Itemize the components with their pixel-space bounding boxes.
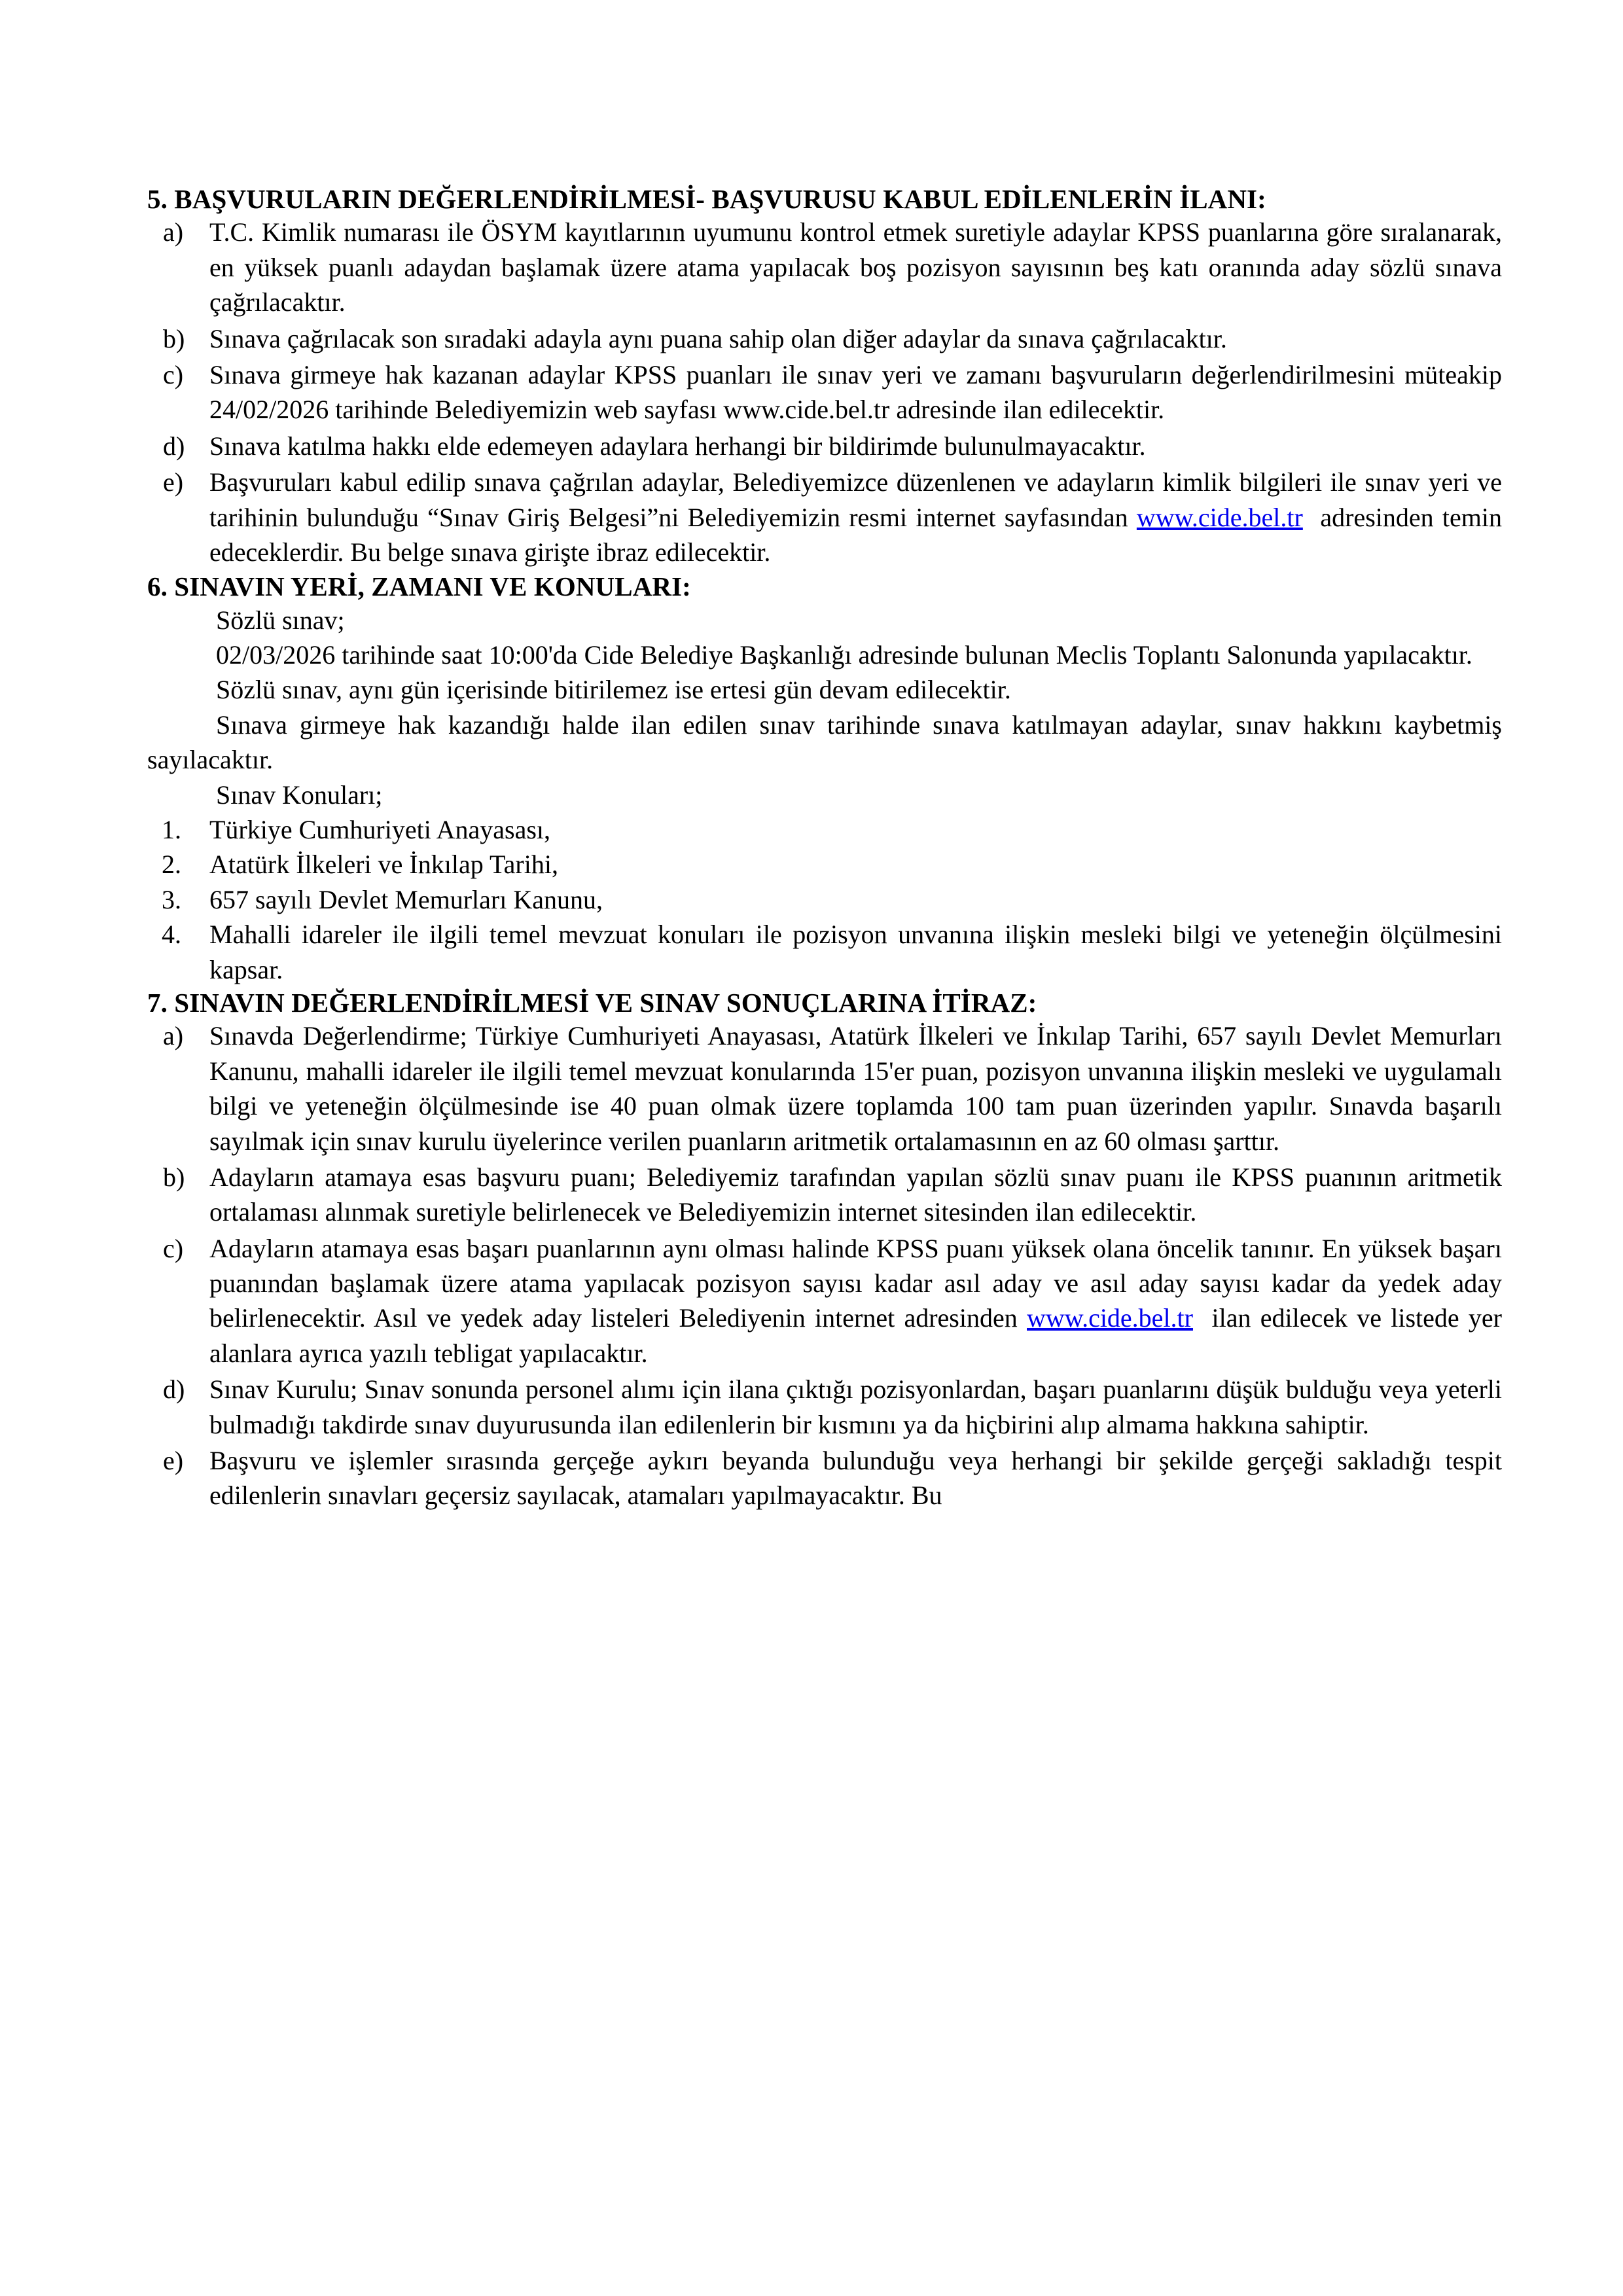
list-item-text: Başvuru ve işlemler sırasında gerçeğe aykırı beyanda bulunduğu veya herhangi bir şekilde gerçeği sakladığı tespit edilenlerin sınavları geçersiz sayılacak, atamaları yapılmayacaktır. Bu bbox=[209, 1446, 1502, 1511]
list-item-text: 657 sayılı Devlet Memurları Kanunu, bbox=[209, 884, 603, 914]
list-marker: a) bbox=[163, 217, 184, 247]
list-item-text: Sınav Kurulu; Sınav sonunda personel alımı için ilana çıktığı pozisyonlardan, başarı puanlarını düşük bulduğu veya yeterli bulmadığı takdirde sınav duyurusunda ilan edilenlerin bir kısmını ya da hiçbirini alıp almama hakkına sahiptir. bbox=[209, 1374, 1502, 1439]
list-item-text-after-link: ilan edilecek ve listede yer alanlara ayrıca yazılı tebligat yapılacaktır. bbox=[209, 1303, 1503, 1368]
list-item bbox=[147, 429, 1502, 463]
list-item-text: Sınava girmeye hak kazanan adaylar KPSS puanları ile sınav yeri ve zamanı başvuruların değerlendirilmesini müteakip 24/02/2026 tarihinde Belediyemizin web sayfası www.cide.bel.tr adresinde ilan edilecektir. bbox=[209, 359, 1502, 425]
list-item-text-before-link: Başvuruları kabul edilip sınava çağrılan adaylar, Belediyemizce düzenlenen ve adayların kimlik bilgileri ile sınav yeri ve tarihinin bulunduğu “Sınav Giriş Belgesi”ni Belediyemizin resmi internet sayfasından bbox=[209, 467, 1502, 532]
list-item-text: Türkiye Cumhuriyeti Anayasası, bbox=[209, 815, 551, 844]
list-item-text: Sınavda Değerlendirme; Türkiye Cumhuriyeti Anayasası, Atatürk İlkeleri ve İnkılap Tarihi, 657 sayılı Devlet Memurları Kanunu, mahalli idareler ile ilgili temel mevzuat konularında 15'er puan, pozisyon unvanına ilişkin mesleki ve uygulamalı bilgi ve yeteneğin ölçülmesinde ise 40 puan olmak üzere toplamda 100 tam puan üzerinden yapılır. Sınavda başarılı sayılmak için sınav kurulu üyelerince verilen puanların aritmetik ortalamasının en az 60 olması şarttır. bbox=[209, 1021, 1502, 1156]
list-item-text: Sınava çağrılacak son sıradaki adayla aynı puana sahip olan diğer adaylar da sınava çağrılacaktır. bbox=[209, 323, 1227, 353]
section-6-paragraph: Sözlü sınav; bbox=[216, 605, 345, 635]
list-item-text-before-link: Adayların atamaya esas başarı puanlarının aynı olması halinde KPSS puanı yüksek olana öncelik tanınır. En yüksek başarı puanından başlamak üzere atama yapılacak pozisyon sayısı kadar asıl aday ve asıl aday sayısı kadar da yedek aday belirlenecektir. Asıl ve yedek aday listeleri Belediyenin internet adresinden bbox=[209, 1233, 1502, 1333]
list-item bbox=[147, 321, 1502, 356]
section-6-topics-label: Sınav Konuları; bbox=[216, 780, 383, 810]
section-7-heading: 7. SINAVIN DEĞERLENDİRİLMESİ VE SINAV SONUÇLARINA İTİRAZ: bbox=[147, 987, 1037, 1018]
list-item-text bbox=[209, 1231, 1502, 1371]
list-item bbox=[147, 1372, 1502, 1442]
list-item bbox=[147, 847, 1502, 882]
list-marker: 2. bbox=[162, 850, 181, 880]
document-body bbox=[147, 183, 1502, 1513]
list-marker: 4. bbox=[162, 920, 181, 950]
list-item bbox=[147, 357, 1502, 427]
section-6-paragraph: 02/03/2026 tarihinde saat 10:00'da Cide Belediye Başkanlığı adresinde bulunan Meclis Toplantı Salonunda yapılacaktır. bbox=[216, 640, 1472, 670]
list-item-text: Mahalli idareler ile ilgili temel mevzuat konuları ile pozisyon unvanına ilişkin mesleki bilgi ve yeteneğin ölçülmesini kapsar. bbox=[209, 920, 1502, 984]
section-6-heading: 6. SINAVIN YERİ, ZAMANI VE KONULARI: bbox=[147, 571, 691, 602]
list-marker: d) bbox=[163, 431, 185, 461]
list-item bbox=[147, 917, 1502, 987]
list-item-text-after-link: adresinden temin edeceklerdir. Bu belge sınava girişte ibraz edilecektir. bbox=[209, 502, 1502, 567]
list-item bbox=[147, 215, 1502, 319]
list-marker: 1. bbox=[162, 815, 181, 844]
list-item bbox=[147, 1160, 1502, 1230]
list-item-text: Adayların atamaya esas başvuru puanı; Belediyemiz tarafından yapılan sözlü sınav puanı ile KPSS puanının aritmetik ortalaması alınmak suretiyle belirlenecek ve Belediyemizin internet sitesinden ilan edilecektir. bbox=[209, 1162, 1502, 1227]
list-item bbox=[147, 812, 1502, 847]
list-marker: d) bbox=[163, 1374, 185, 1405]
list-item-text: T.C. Kimlik numarası ile ÖSYM kayıtlarının uyumunu kontrol etmek suretiyle adaylar KPSS puanlarına göre sıralanarak, en yüksek puanlı adaydan başlamak üzere atama yapılacak boş pozisyon sayısının beş katı oranında aday sözlü sınava çağrılacaktır. bbox=[209, 217, 1502, 317]
section-6-paragraph: Sözlü sınav, aynı gün içerisinde bitirilemez ise ertesi gün devam edilecektir. bbox=[216, 675, 1011, 705]
section-6-body bbox=[147, 603, 1502, 812]
list-marker: 3. bbox=[162, 884, 181, 914]
list-item bbox=[147, 465, 1502, 569]
list-marker: c) bbox=[163, 359, 184, 389]
list-item-text: Atatürk İlkeleri ve İnkılap Tarihi, bbox=[209, 850, 558, 880]
list-marker: e) bbox=[163, 467, 184, 497]
section-5-list bbox=[147, 215, 1502, 569]
list-item bbox=[147, 882, 1502, 917]
list-item-text: Sınava katılma hakkı elde edemeyen adaylara herhangi bir bildirimde bulunulmayacaktır. bbox=[209, 431, 1146, 461]
list-item bbox=[147, 1231, 1502, 1371]
section-6-paragraph: Sınava girmeye hak kazandığı halde ilan edilen sınav tarihinde sınava katılmayan adaylar, sınav hakkını kaybetmiş sayılacaktır. bbox=[147, 709, 1502, 775]
list-marker: c) bbox=[163, 1233, 184, 1263]
section-5-heading: 5. BAŞVURULARIN DEĞERLENDİRİLMESİ- BAŞVURUSU KABUL EDİLENLERİN İLANI: bbox=[147, 184, 1266, 214]
section-7-list bbox=[147, 1018, 1502, 1513]
cide-website-link[interactable]: www.cide.bel.tr bbox=[1027, 1303, 1193, 1333]
section-6-topics-list bbox=[147, 812, 1502, 987]
list-marker: b) bbox=[163, 323, 185, 353]
list-marker: b) bbox=[163, 1162, 185, 1192]
list-item-text bbox=[209, 465, 1502, 569]
list-item bbox=[147, 1018, 1502, 1158]
cide-website-link[interactable]: www.cide.bel.tr bbox=[1136, 502, 1303, 532]
list-marker: a) bbox=[163, 1021, 184, 1051]
list-marker: e) bbox=[163, 1446, 184, 1476]
list-item bbox=[147, 1443, 1502, 1513]
